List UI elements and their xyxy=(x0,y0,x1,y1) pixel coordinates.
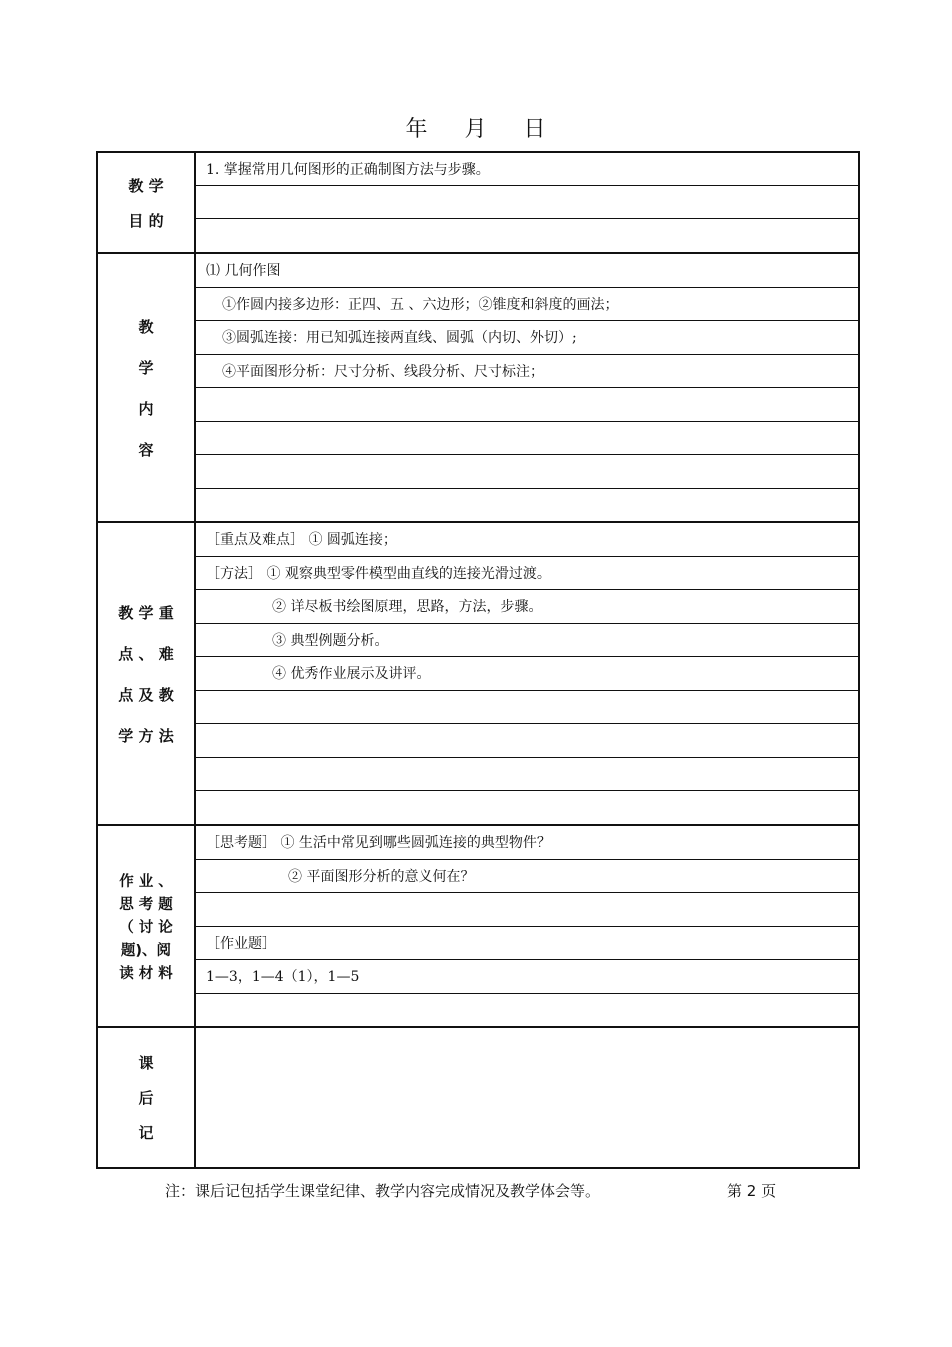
content-row: ①作圆内接多边形：正四、五 、六边形；②锥度和斜度的画法； xyxy=(196,288,858,322)
keypoints-label-line: 点 及 教 xyxy=(118,685,174,704)
content-label xyxy=(98,254,196,521)
homework-row xyxy=(196,893,858,927)
objectives-label-line: 教 学 xyxy=(128,176,164,195)
content-row: ⑴ 几何作图 xyxy=(196,254,858,288)
content-row xyxy=(196,489,858,522)
keypoints-label-line: 学 方 法 xyxy=(118,726,174,745)
homework-label-line: （ 讨 论 xyxy=(119,919,173,936)
content-row: ③圆弧连接：用已知弧连接两直线、圆弧（内切、外切）; xyxy=(196,321,858,355)
lesson-plan-table xyxy=(96,151,860,1169)
objectives-row xyxy=(196,186,858,219)
content-row xyxy=(196,388,858,422)
month-label: 月 xyxy=(464,117,488,142)
homework-row: ［思考题］ ① 生活中常见到哪些圆弧连接的典型物件？ xyxy=(196,826,858,860)
objectives-section xyxy=(98,153,858,254)
keypoints-row xyxy=(196,724,858,758)
homework-section xyxy=(98,826,858,1028)
keypoints-label xyxy=(98,523,196,824)
content-section xyxy=(98,254,858,523)
homework-label-line: 读 材 料 xyxy=(119,965,173,982)
homework-label-line: 题)、阅 xyxy=(120,942,172,959)
content-label-line: 容 xyxy=(138,440,154,459)
objectives-label xyxy=(98,153,196,252)
afterclass-label-line: 记 xyxy=(138,1124,154,1142)
keypoints-row: ［方法］ ① 观察典型零件模型曲直线的连接光滑过渡。 xyxy=(196,557,858,591)
page-number: 第 2 页 xyxy=(727,1182,777,1200)
content-label-line: 内 xyxy=(138,399,154,418)
keypoints-row: ④ 优秀作业展示及讲评。 xyxy=(196,657,858,691)
keypoints-row: ③ 典型例题分析。 xyxy=(196,624,858,658)
homework-label-line: 作 业 、 xyxy=(119,873,173,890)
homework-row xyxy=(196,994,858,1027)
keypoints-row: ［重点及难点］ ① 圆弧连接； xyxy=(196,523,858,557)
objectives-label-line: 目 的 xyxy=(128,211,164,230)
afterclass-notes-area[interactable] xyxy=(196,1028,858,1167)
content-label-line: 学 xyxy=(138,358,154,377)
content-row: ④平面图形分析：尺寸分析、线段分析、尺寸标注； xyxy=(196,355,858,389)
afterclass-label-line: 课 xyxy=(138,1054,154,1072)
homework-row: ② 平面图形分析的意义何在？ xyxy=(196,860,858,894)
afterclass-label xyxy=(98,1028,196,1167)
objectives-row xyxy=(196,219,858,252)
afterclass-section xyxy=(98,1028,858,1167)
date-line xyxy=(0,112,952,143)
keypoints-row xyxy=(196,791,858,824)
keypoints-row xyxy=(196,758,858,792)
content-row xyxy=(196,422,858,456)
keypoints-row: ② 详尽板书绘图原理，思路，方法，步骤。 xyxy=(196,590,858,624)
keypoints-label-line: 教 学 重 xyxy=(118,603,174,622)
homework-row: ［作业题］ xyxy=(196,927,858,961)
objectives-row: 1. 掌握常用几何图形的正确制图方法与步骤。 xyxy=(196,153,858,186)
content-row xyxy=(196,455,858,489)
content-label-line: 教 xyxy=(138,317,154,336)
day-label: 日 xyxy=(523,117,547,142)
keypoints-section xyxy=(98,523,858,826)
keypoints-row xyxy=(196,691,858,725)
homework-label-line: 思 考 题 xyxy=(119,896,173,913)
year-label: 年 xyxy=(405,117,429,142)
afterclass-label-line: 后 xyxy=(138,1089,154,1107)
keypoints-label-line: 点 、 难 xyxy=(118,644,174,663)
homework-row: 1—3，1—4（1），1—5 xyxy=(196,960,858,994)
homework-label xyxy=(98,826,196,1026)
footer-note: 注：课后记包括学生课堂纪律、教学内容完成情况及教学体会等。 xyxy=(165,1182,601,1200)
